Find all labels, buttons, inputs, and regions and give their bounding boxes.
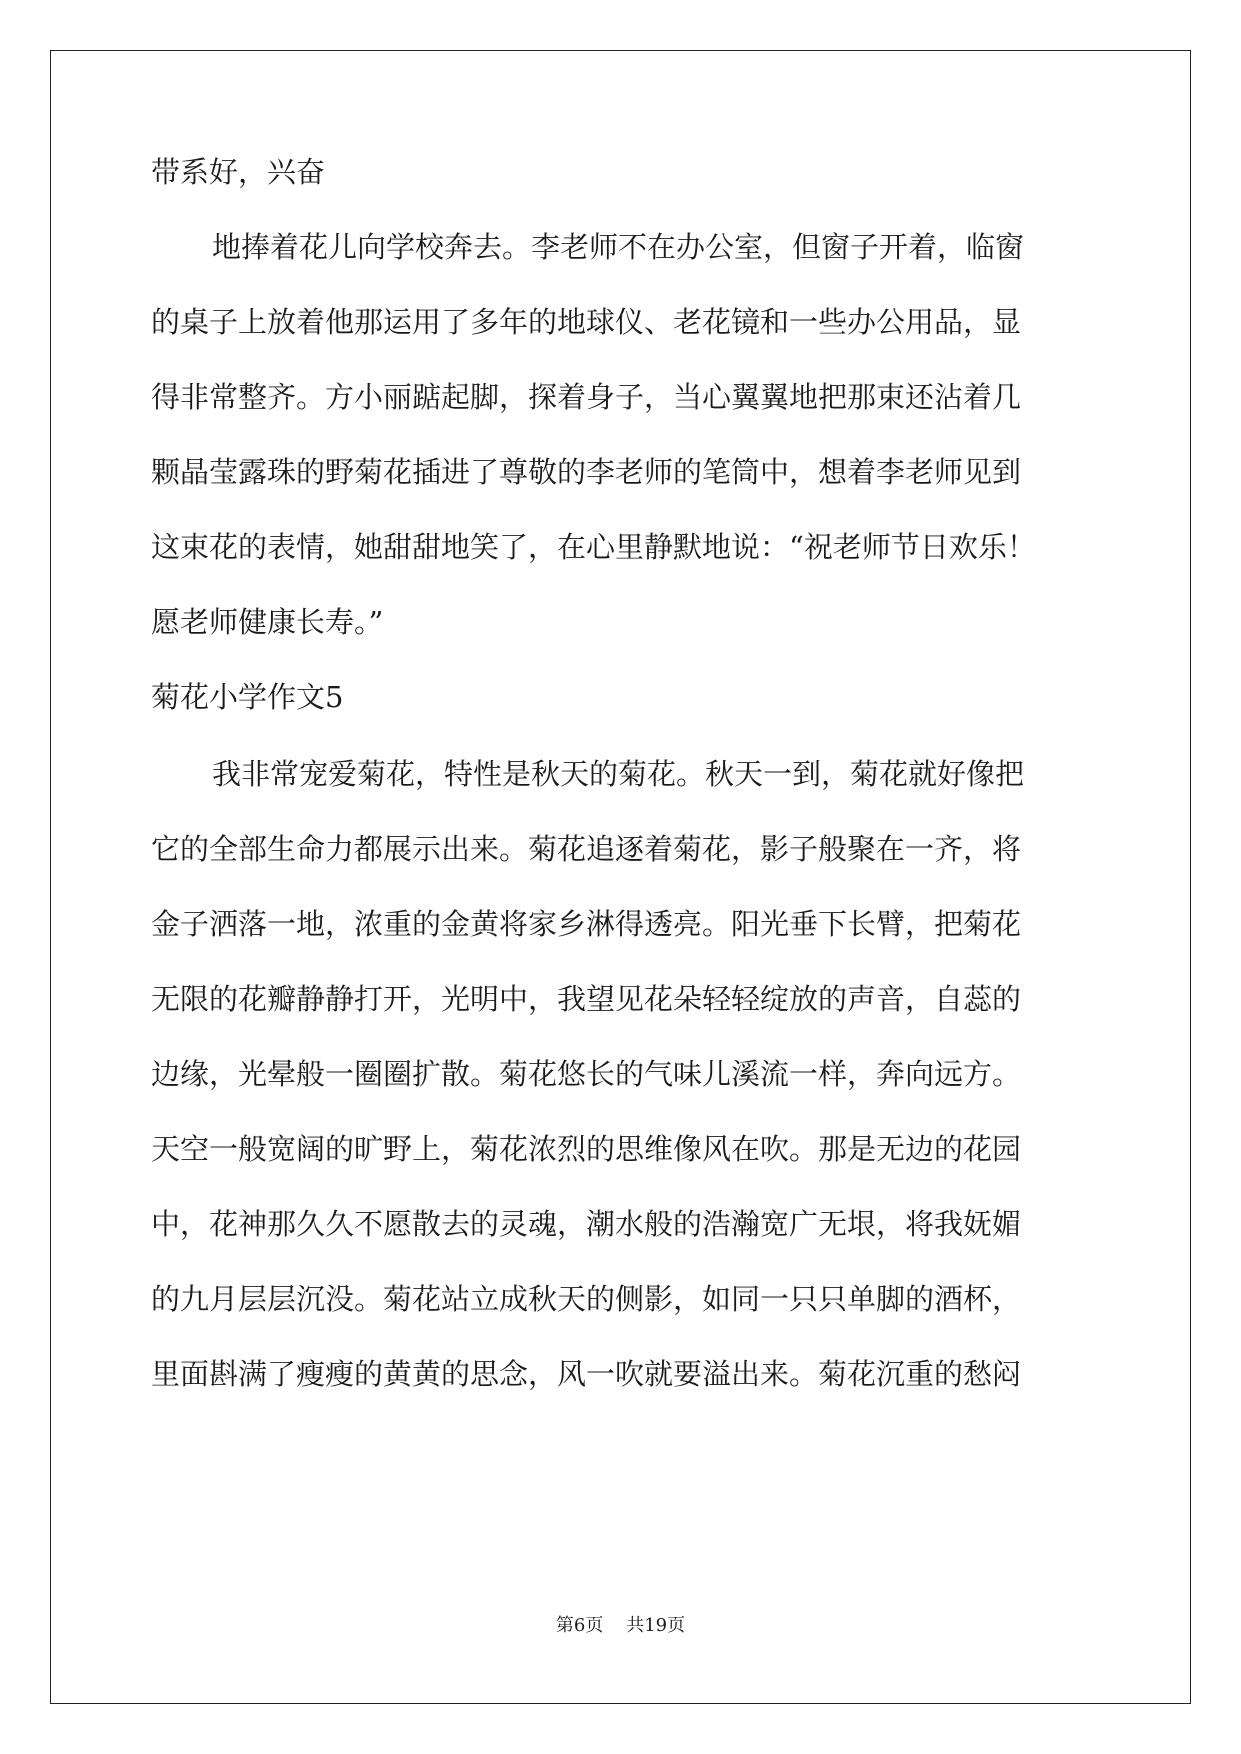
text-line: 无限的花瓣静静打开，光明中，我望见花朵轻轻绽放的声音，自蕊的 [151,982,1022,1016]
page-number-footer: 第6页 共19页 [555,1615,686,1636]
text-line: 的九月层层沉没。菊花站立成秋天的侧影，如同一只只单脚的酒杯， [151,1282,1022,1316]
text-line: 颗晶莹露珠的野菊花插进了尊敬的李老师的笔筒中，想着李老师见到 [151,455,1022,489]
text-line: 边缘，光晕般一圈圈扩散。菊花悠长的气味儿溪流一样，奔向远方。 [151,1057,1022,1091]
text-line: 得非常整齐。方小丽踮起脚，探着身子，当心翼翼地把那束还沾着几 [151,380,1022,414]
text-line: 愿老师健康长寿。” [151,605,384,639]
text-line: 它的全部生命力都展示出来。菊花追逐着菊花，影子般聚在一齐，将 [151,832,1022,866]
text-line: 天空一般宽阔的旷野上，菊花浓烈的思维像风在吹。那是无边的花园 [151,1132,1022,1166]
text-line: 带系好，兴奋 [151,155,326,189]
text-line: 里面斟满了瘦瘦的黄黄的思念，风一吹就要溢出来。菊花沉重的愁闷 [151,1357,1022,1391]
text-line: 这束花的表情，她甜甜地笑了，在心里静默地说：“祝老师节日欢乐！ [151,530,1036,564]
text-line: 我非常宠爱菊花，特性是秋天的菊花。秋天一到，菊花就好像把 [212,757,1025,791]
text-line: 中，花神那久久不愿散去的灵魂，潮水般的浩瀚宽广无垠，将我妩媚 [151,1207,1022,1241]
page-border [50,50,1191,1704]
text-line: 地捧着花儿向学校奔去。李老师不在办公室，但窗子开着，临窗 [212,230,1025,264]
text-line: 金子洒落一地，浓重的金黄将家乡淋得透亮。阳光垂下长臂，把菊花 [151,907,1022,941]
section-heading: 菊花小学作文5 [151,680,344,714]
text-line: 的桌子上放着他那运用了多年的地球仪、老花镜和一些办公用品，显 [151,305,1022,339]
